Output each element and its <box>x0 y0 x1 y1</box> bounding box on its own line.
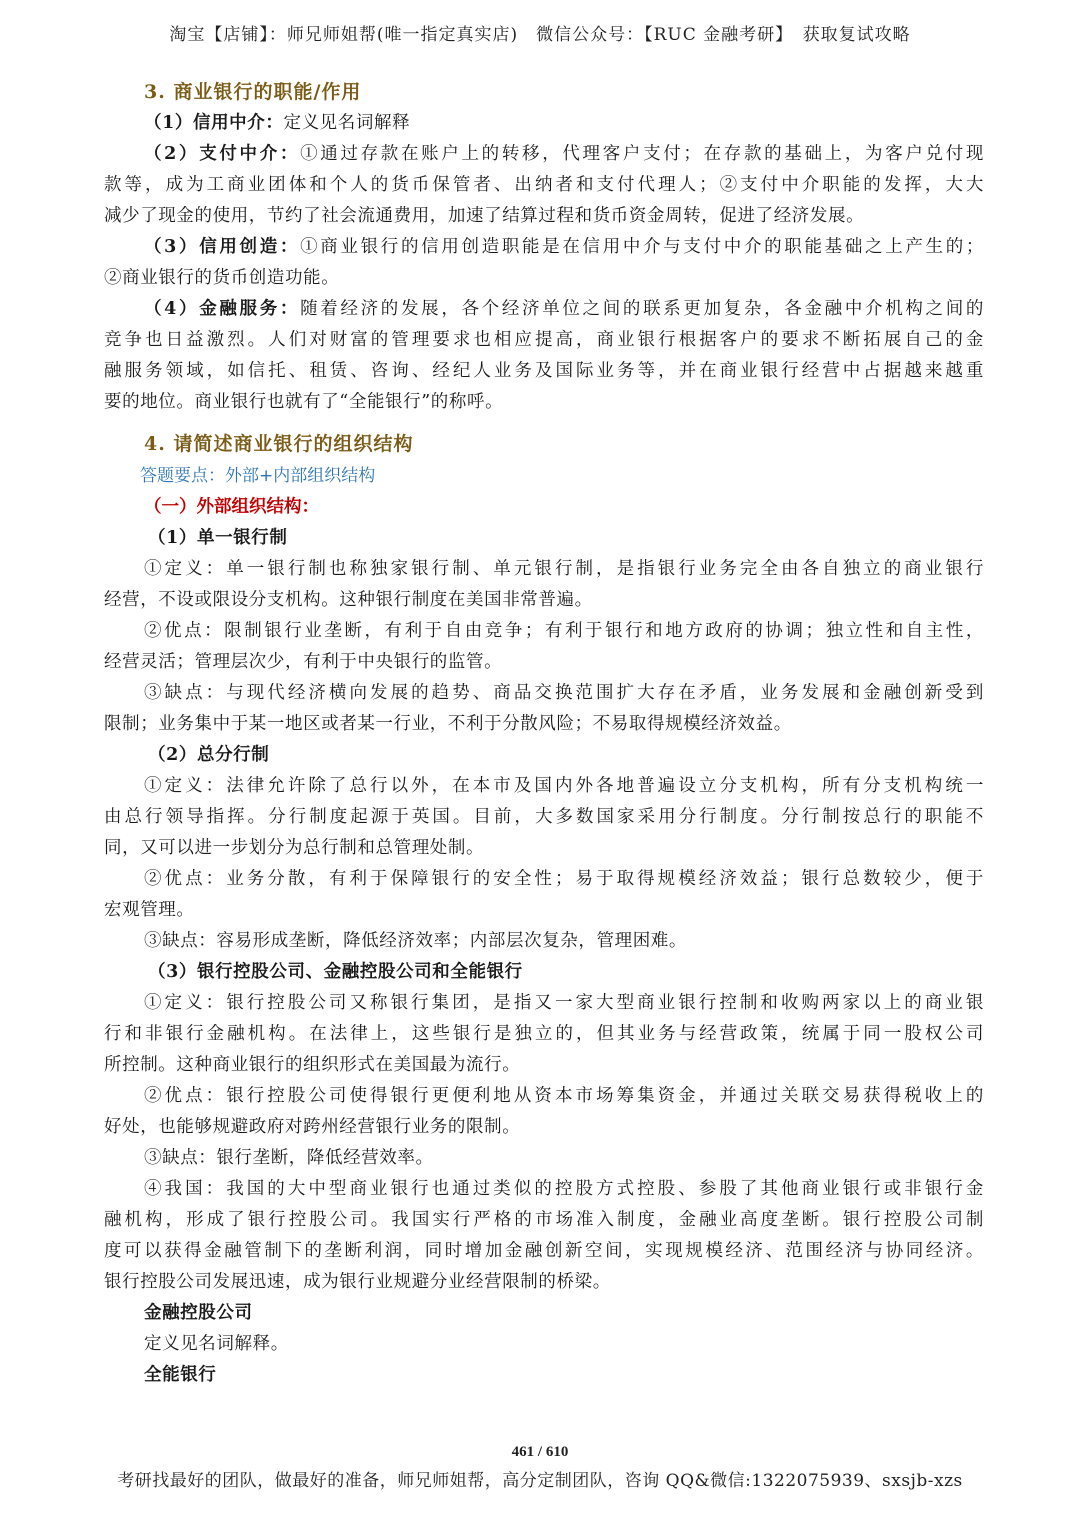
text-line: 宏观管理。 <box>104 900 195 920</box>
external-structure-heading: （一）外部组织结构： <box>144 497 319 517</box>
document-body <box>104 76 984 1391</box>
item-text: ①商业银行的信用创造职能是在信用中介与支付中介的职能基础之上产生的； <box>300 237 984 257</box>
text-line: ②商业银行的货币创造功能。 <box>104 268 340 288</box>
text-line: 由总行领导指挥。分行制度起源于英国。目前，大多数国家采用分行制度。分行制按总行的职能不 <box>104 807 984 827</box>
text-line: ③缺点：容易形成垄断，降低经济效率；内部层次复杂，管理困难。 <box>144 931 687 951</box>
text-line: ②优点：业务分散，有利于保障银行的安全性；易于取得规模经济效益；银行总数较少，便于 <box>144 869 984 889</box>
text-line: 好处，也能够规避政府对跨州经营银行业务的限制。 <box>104 1117 521 1137</box>
page-header: 淘宝【店铺】：师兄师姐帮(唯一指定真实店) 微信公众号：【RUC 金融考研】 获取复试攻略 <box>169 25 911 45</box>
item-label: （4）金融服务： <box>144 299 301 319</box>
text-line: 减少了现金的使用，节约了社会流通费用，加速了结算过程和货币资金周转，促进了经济发展。 <box>104 206 865 226</box>
text-line: 度可以获得金融管制下的垄断利润，同时增加金融创新空间，实现规模经济、范围经济与协同经济。 <box>104 1241 984 1261</box>
text-line: 同，又可以进一步划分为总行制和总管理处制。 <box>104 838 485 858</box>
page-number: 461 / 610 <box>511 1444 569 1460</box>
text-line: ①定义：法律允许除了总行以外，在本市及国内外各地普遍设立分支机构，所有分支机构统一 <box>144 776 984 796</box>
item-text: 随着经济的发展，各个经济单位之间的联系更加复杂，各金融中介机构之间的 <box>300 299 984 319</box>
text-line: ②优点：限制银行业垄断，有利于自由竞争；有利于银行和地方政府的协调；独立性和自主性， <box>144 621 984 641</box>
text-line: 融服务领域，如信托、租赁、咨询、经纪人业务及国际业务等，并在商业银行经营中占据越来越重 <box>104 361 984 381</box>
answer-hint: 答题要点：外部+内部组织结构 <box>140 466 376 486</box>
text-line: ③缺点：银行垄断，降低经营效率。 <box>144 1148 434 1168</box>
text-line: 经营灵活；管理层次少，有利于中央银行的监管。 <box>104 652 503 672</box>
text-line: ①定义：单一银行制也称独家银行制、单元银行制，是指银行业务完全由各自独立的商业银行 <box>144 559 984 579</box>
financial-holding-heading: 金融控股公司 <box>144 1303 253 1323</box>
section-4-heading: 4. 请简述商业银行的组织结构 <box>144 433 414 455</box>
section-3-heading: 3. 商业银行的职能/作用 <box>144 81 362 103</box>
text-line: 所控制。这种商业银行的组织形式在美国最为流行。 <box>104 1055 521 1075</box>
universal-bank-heading: 全能银行 <box>144 1365 217 1385</box>
item-label: （1）信用中介： <box>144 113 284 133</box>
item-label: （2）支付中介： <box>144 144 301 164</box>
text-line: ③缺点：与现代经济横向发展的趋势、商品交换范围扩大存在矛盾，业务发展和金融创新受到 <box>144 683 984 703</box>
text-line: 限制；业务集中于某一地区或者某一行业，不利于分散风险；不易取得规模经济效益。 <box>104 714 792 734</box>
text-line: 银行控股公司发展迅速，成为银行业规避分业经营限制的桥梁。 <box>104 1272 611 1292</box>
text-line: 融机构，形成了银行控股公司。我国实行严格的市场准入制度，金融业高度垄断。银行控股公司制 <box>104 1210 984 1230</box>
item-text: 定义见名词解释 <box>283 113 411 133</box>
text-line: ①定义：银行控股公司又称银行集团，是指又一家大型商业银行控制和收购两家以上的商业银 <box>144 993 984 1013</box>
holding-company-heading: （3）银行控股公司、金融控股公司和全能银行 <box>148 962 523 982</box>
item-financial-services <box>104 294 984 325</box>
text-line: ②优点：银行控股公司使得银行更便利地从资本市场筹集资金，并通过关联交易获得税收上的 <box>144 1086 984 1106</box>
branch-banking-heading: （2）总分行制 <box>148 745 270 765</box>
text-line: ④我国：我国的大中型商业银行也通过类似的控股方式控股、参股了其他商业银行或非银行金 <box>144 1179 984 1199</box>
item-credit-intermediary <box>104 108 984 139</box>
text-line: 要的地位。商业银行也就有了“全能银行”的称呼。 <box>104 392 504 412</box>
text-line: 行和非银行金融机构。在法律上，这些银行是独立的，但其业务与经营政策，统属于同一股权公司 <box>104 1024 984 1044</box>
text-line: 款等，成为工商业团体和个人的货币保管者、出纳者和支付代理人；②支付中介职能的发挥，大大 <box>104 175 984 195</box>
page-footer: 考研找最好的团队，做最好的准备，师兄师姐帮，高分定制团队，咨询 QQ&微信:1322075939、sxsjb-xzs <box>117 1471 963 1491</box>
unit-banking-heading: （1）单一银行制 <box>148 528 288 548</box>
item-credit-creation <box>104 232 984 263</box>
item-payment-intermediary <box>104 139 984 170</box>
item-label: （3）信用创造： <box>144 237 301 257</box>
text-line: 经营，不设或限设分支机构。这种银行制度在美国非常普遍。 <box>104 590 593 610</box>
item-text: ①通过存款在账户上的转移，代理客户支付；在存款的基础上，为客户兑付现 <box>300 144 984 164</box>
text-line: 定义见名词解释。 <box>144 1334 289 1354</box>
text-line: 竞争也日益激烈。人们对财富的管理要求也相应提高，商业银行根据客户的要求不断拓展自己的金 <box>104 330 984 350</box>
